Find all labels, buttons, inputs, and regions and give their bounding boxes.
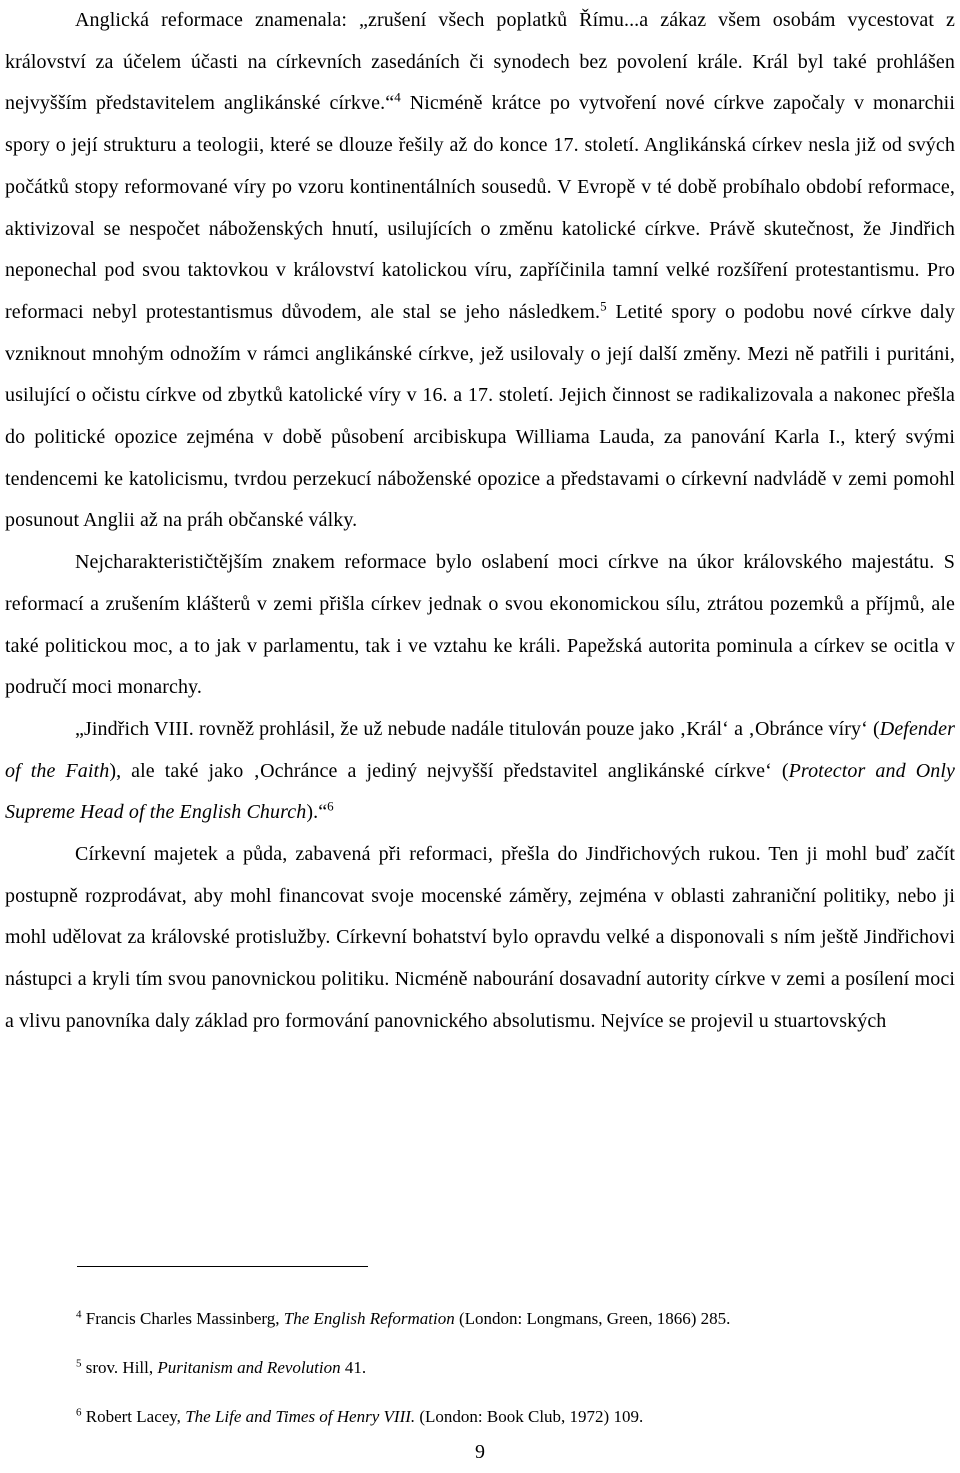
footnote-author: srov. Hill, [81, 1358, 158, 1377]
footnote-number: 6 [76, 1406, 82, 1419]
quote-text: ).“ [306, 801, 328, 824]
footnote-book-title: Puritanism and Revolution [157, 1358, 341, 1377]
paragraph-church-property: Církevní majetek a půda, zabavená při reformaci, přešla do Jindřichových rukou. Ten ji mohl buď začít postupně rozprodávat, aby mohl financovat svoje mocenské záměry, zejména v oblasti zahraniční politiky, nebo ji mohl udělovat za královské protislužby. Církevní bohatství bylo opravdu velké a disponovali s ním ještě Jindřichovi nástupci a kryli tím svou panovnickou politiku. Nicméně nabourání dosavadní autority církve v zemi a posílení moci a vlivu panovníka daly základ pro formování panovnického absolutismu. Nejvíce se projevil u stuartovských [5, 843, 955, 1032]
paragraph-henry-titles [5, 709, 955, 834]
page-body [5, 0, 955, 1043]
italic-title-protector: Protector and Only Supreme Head of the English Church [5, 759, 955, 824]
footnote-ref-4[interactable]: 4 [394, 89, 401, 105]
footnote-author: Robert Lacey, [81, 1407, 186, 1426]
paragraph-reformation-overview [5, 0, 955, 542]
footnote-publication: 41. [340, 1358, 367, 1377]
footnote-book-title: The Life and Times of Henry VIII. [185, 1407, 416, 1426]
footnote-author: Francis Charles Massinberg, [81, 1309, 284, 1328]
footnote-book-title: The English Reformation [283, 1309, 455, 1328]
footnote-number: 4 [76, 1308, 82, 1321]
footnote-publication: (London: Longmans, Green, 1866) 285. [454, 1309, 731, 1328]
quote-text: „Jindřich VIII. rovněž prohlásil, že už nebude nadále titulován pouze jako ‚Král‘ a ‚Obránce víry‘ ( [75, 717, 880, 740]
page-number: 9 [475, 1441, 485, 1463]
footnotes [76, 1294, 936, 1441]
footnote-6 [76, 1392, 936, 1441]
footnote-separator [77, 1266, 368, 1267]
quote-text: ), ale také jako ‚Ochránce a jediný nejvyšší představitel anglikánské církve‘ ( [109, 759, 789, 782]
footnote-number: 5 [76, 1357, 82, 1370]
italic-title-defender: Defender of the Faith [5, 717, 955, 782]
footnote-5 [76, 1343, 936, 1392]
paragraph-text: Nicméně krátce po vytvoření nové církve započaly v monarchii spory o její strukturu a teologii, které se dlouze řešily až do konce 17. století. Anglikánská církev nesla již od svých počátků stopy reformované víry po vzoru kontinentálních sousedů. V Evropě v té době probíhalo období reformace, aktivizoval se nespočet náboženských hnutí, usilujících o změnu katolické církve. Právě skutečnost, že Jindřich neponechal pod svou taktovkou v království katolickou víru, zapříčinila tamní velké rozšíření protestantismu. Pro reformaci nebyl protestantismus důvodem, ale stal se jeho následkem. [5, 92, 955, 323]
footnote-4 [76, 1294, 936, 1343]
paragraph-text: Letité spory o podobu nové církve daly vzniknout mnohým odnožím v rámci anglikánské církve, jež usilovaly o její další změny. Mezi ně patřili i puritáni, usilující o očistu církve od zbytků katolické víry v 16. a 17. století. Jejich činnost se radikalizovala a nakonec přešla do politické opozice zejména v době působení arcibiskupa Williama Lauda, za panování Karla I., který svými tendencemi ke katolicismu, tvrdou perzekucí náboženské opozice a představami o církevní nadvládě v zemi pomohl posunout Anglii až na práh občanské války. [5, 300, 955, 532]
footnote-publication: (London: Book Club, 1972) 109. [415, 1407, 644, 1426]
paragraph-royal-power: Nejcharakterističtějším znakem reformace bylo oslabení moci církve na úkor královského majestátu. S reformací a zrušením klášterů v zemi přišla církev jednak o svou ekonomickou sílu, ztrátou pozemků a příjmů, ale také politickou moc, a to jak v parlamentu, tak i ve vztahu ke králi. Papežská autorita pominula a církev se ocitla v područí moci monarchy. [5, 551, 955, 699]
footnote-ref-5[interactable]: 5 [600, 298, 607, 314]
footnote-ref-6[interactable]: 6 [327, 798, 334, 814]
paragraph-text: Anglická reformace znamenala: „zrušení všech poplatků Římu...a zákaz všem osobám vycestovat z království za účelem účasti na církevních zasedáních či synodech bez povolení krále. Král byl také prohlášen nejvyšším představitelem anglikánské církve.“ [5, 9, 955, 115]
